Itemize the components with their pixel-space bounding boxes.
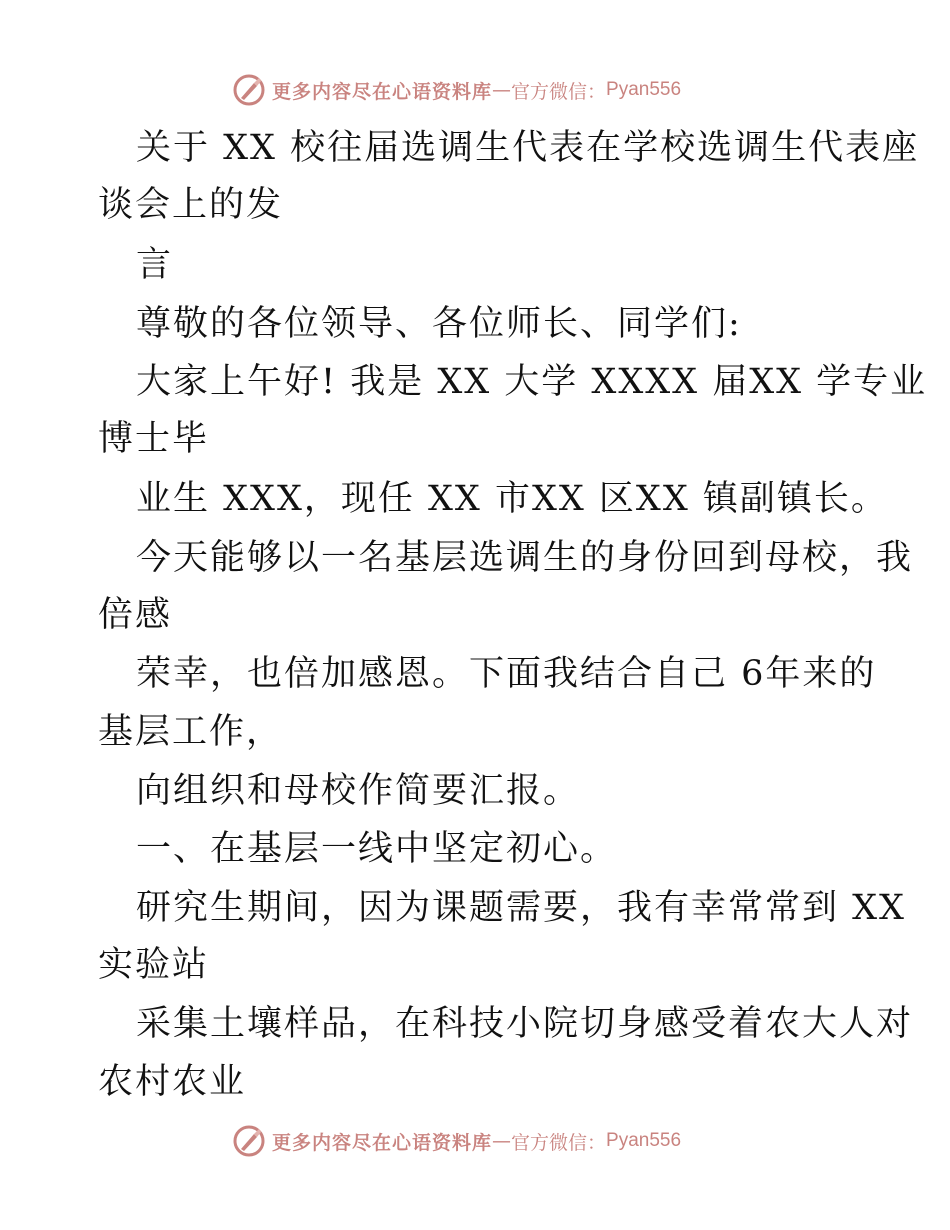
banner-brand-text: 更多内容尽在心语资料库 xyxy=(272,1131,493,1154)
paragraph-line: 实验站 xyxy=(98,945,210,985)
paragraph-line: 研究生期间，因为课题需要，我有幸常常到 XX xyxy=(136,888,906,928)
footer-banner xyxy=(232,1124,681,1158)
salutation-line: 尊敬的各位领导、各位师长、同学们: xyxy=(136,304,742,344)
banner-contact-prefix: 官方微信： xyxy=(511,80,607,103)
banner-contact-handle: Pyan556 xyxy=(606,1130,682,1151)
pen-logo-icon xyxy=(232,73,266,107)
banner-contact-prefix: 官方微信： xyxy=(511,1131,607,1154)
pen-logo-icon xyxy=(232,1124,266,1158)
paragraph-line: 荣幸，也倍加感恩。下面我结合自己 6年来的 xyxy=(136,654,877,694)
title-line-2: 谈会上的发 xyxy=(98,185,284,225)
paragraph-line: 倍感 xyxy=(98,595,173,635)
paragraph-line: 农村农业 xyxy=(98,1062,247,1102)
paragraph-line: 今天能够以一名基层选调生的身份回到母校，我 xyxy=(136,538,914,578)
section-heading: 一、在基层一线中坚定初心。 xyxy=(136,829,618,869)
banner-contact-handle: Pyan556 xyxy=(606,79,682,100)
paragraph-line: 大家上午好! 我是 XX 大学 XXXX 届XX 学专业 xyxy=(136,362,928,402)
paragraph-line: 业生 XXX，现任 XX 市XX 区XX 镇副镇长。 xyxy=(136,479,888,519)
title-line-3: 言 xyxy=(136,245,174,285)
header-banner xyxy=(232,73,681,107)
paragraph-line: 采集土壤样品，在科技小院切身感受着农大人对 xyxy=(136,1004,914,1044)
paragraph-line: 基层工作， xyxy=(98,712,284,752)
title-line-1: 关于 XX 校往届选调生代表在学校选调生代表座 xyxy=(136,128,920,168)
paragraph-line: 向组织和母校作简要汇报。 xyxy=(136,771,581,811)
paragraph-line: 博士毕 xyxy=(98,419,210,459)
banner-dash: — xyxy=(492,79,512,101)
banner-dash: — xyxy=(492,1130,512,1152)
banner-brand-text: 更多内容尽在心语资料库 xyxy=(272,80,493,103)
